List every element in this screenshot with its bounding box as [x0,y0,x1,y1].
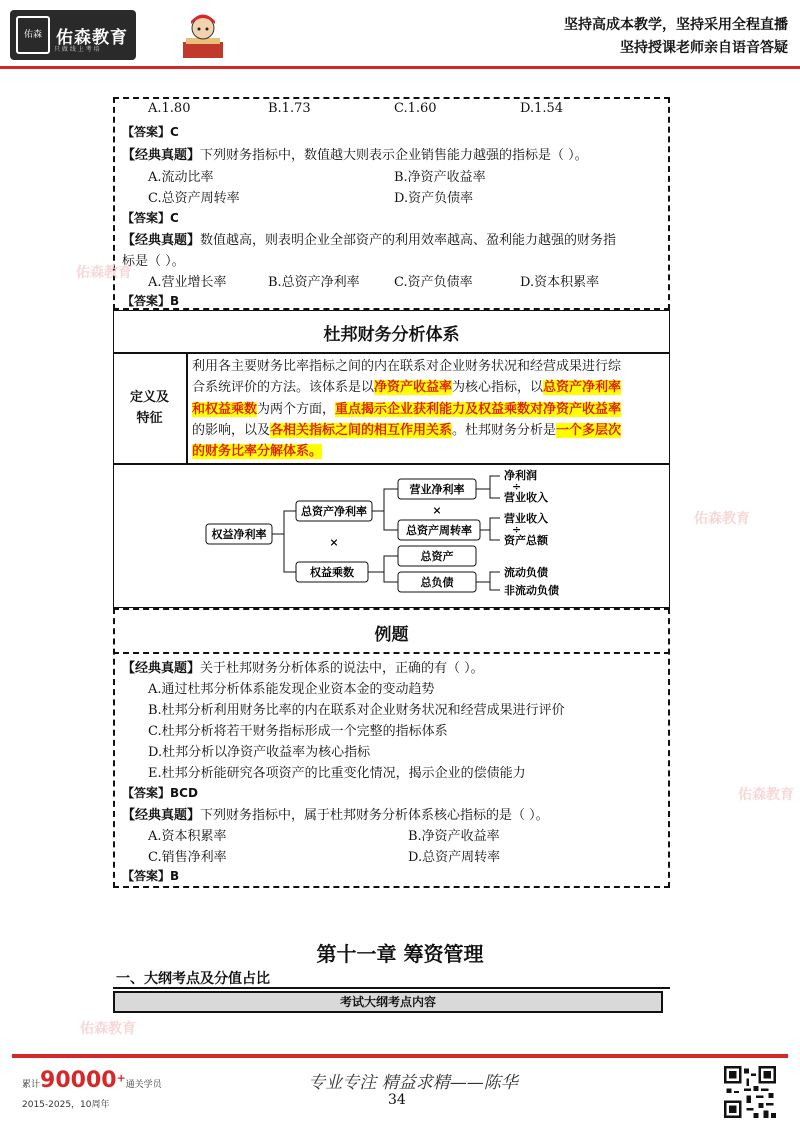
label-ncl: 非流动负债 [504,584,559,597]
dupont-title: 杜邦财务分析体系 [323,325,460,345]
multiply-sign: × [432,504,442,517]
option-a: A.资本积累率 [148,829,227,844]
years-text: 2015-2025，10周年 [22,1100,110,1110]
question-text [122,804,549,823]
slogan-line-1: 坚持高成本教学，坚持采用全程直播 [564,17,788,33]
section-rule [113,987,670,989]
definition-label-1: 定义及 [129,390,169,405]
definition-text: 。杜邦财务分析是 [452,423,557,438]
option-c: C.销售净利率 [148,850,227,865]
question-body: 下列财务指标中，数值越大则表示企业销售能力越强的指标是（ ）。 [200,148,588,163]
option-d: D.总资产周转率 [408,850,501,865]
table-rule [113,352,670,354]
question-body: 关于杜邦财务分析体系的说法中，正确的有（ ）。 [200,661,484,676]
label-cl: 流动负债 [504,566,548,579]
logo-seal: 佑森 [16,16,50,54]
option-a: A.1.80 [148,101,191,116]
option-b: B.净资产收益率 [394,170,486,185]
page-number: 34 [388,1092,406,1108]
question-tag: 【经典真题】 [122,148,201,163]
option-a: A.流动比率 [148,170,214,185]
qr-code-icon [724,1066,776,1118]
label-tat: 总资产周转率 [406,524,472,537]
question-tag: 【经典真题】 [122,233,201,248]
option-c: C.杜邦分析将若干财务指标形成一个完整的指标体系 [148,724,448,739]
highlight-em: 和权益乘数 [192,402,258,417]
watermark: 佑森教育 [694,511,750,527]
option-d: D.资产负债率 [394,191,474,206]
option-e: E.杜邦分析能研究各项资产的比重变化情况，揭示企业的偿债能力 [148,766,526,781]
highlight-relations: 各相关指标之间的相互作用关系 [270,423,453,438]
definition-line-3 [192,398,621,417]
divide-sign: ÷ [512,523,522,536]
count-value: 90000 [40,1068,117,1093]
count-plus: + [116,1071,126,1085]
label-em: 权益乘数 [310,566,354,579]
header-slogan [564,14,788,60]
header-divider [0,66,800,69]
definition-text: 为两个方面， [257,402,336,417]
option-a: A.营业增长率 [148,275,227,290]
question-tag: 【经典真题】 [122,661,201,676]
dupont-diagram [200,466,580,604]
label-roe: 权益净利率 [211,528,267,541]
answer-label: 【答案】B [122,869,180,883]
slogan-line-2: 坚持授课老师亲自语音答疑 [620,40,788,56]
example-title: 例题 [374,625,409,645]
signature: 专业专注 精益求精——陈华 [308,1073,518,1093]
question-tag: 【经典真题】 [122,808,201,823]
definition-text: 合系统评价的方法。该体系是以 [192,380,375,395]
highlight-roa: 总资产净利率 [543,380,622,395]
count-suffix: 通关学员 [125,1080,162,1090]
table-rule [113,463,670,465]
definition-text: 为核心指标，以 [452,380,544,395]
option-d: D.资本积累率 [520,275,600,290]
syllabus-table-header: 考试大纲考点内容 [113,991,663,1013]
definition-label-2: 特征 [136,411,163,426]
watermark: 佑森教育 [738,787,794,803]
label-total-assets: 资产总额 [504,534,548,547]
option-c: C.总资产周转率 [148,191,240,206]
logo-tagline: 只 做 线 上 考 培 [54,46,100,53]
section-title: 一、大纲考点及分值占比 [116,971,270,987]
option-a: A.通过杜邦分析体系能发现企业资本金的变动趋势 [148,682,435,697]
highlight-roe: 净资产收益率 [374,380,453,395]
definition-label [113,387,186,429]
question-text [122,229,616,248]
highlight-multilevel: 一个多层次 [556,423,622,438]
mascot-icon [178,12,228,62]
definition-line-1: 利用各主要财务比率指标之间的内在联系对企业财务状况和经营成果进行综 [192,359,622,374]
option-b: B.净资产收益率 [408,829,500,844]
highlight-focus: 重点揭示企业获利能力及权益乘数对净资产收益率 [335,402,622,417]
logo-name: 佑森教育 [56,27,128,48]
definition-text: 的影响，以及 [192,423,271,438]
chapter-title: 第十一章 筹资管理 [316,942,484,966]
watermark: 佑森教育 [80,1021,136,1037]
highlight-system: 的财务比率分解体系。 [192,444,323,459]
option-c: C.资产负债率 [394,275,473,290]
question-text [122,657,484,676]
multiply-sign: × [329,536,339,549]
label-tl: 总负债 [420,576,454,589]
option-b: B.杜邦分析利用财务比率的内在联系对企业财务状况和经营成果进行评价 [148,703,565,718]
label-ta: 总资产 [420,550,454,563]
watermark: 佑森教育 [76,265,132,281]
definition-line-2 [192,376,621,395]
label-npm: 营业净利率 [409,483,465,496]
option-c: C.1.60 [394,101,437,116]
question-body: 下列财务指标中，属于杜邦财务分析体系核心指标的是（ ）。 [200,808,549,823]
answer-label: 【答案】B [122,294,180,308]
question-body: 数值越高，则表明企业全部资产的利用效率越高、盈利能力越强的财务指 [200,233,617,248]
label-rev-1: 营业收入 [504,491,548,504]
label-np: 净利润 [504,469,537,482]
brand-logo [10,10,136,60]
answer-label: 【答案】C [122,125,179,139]
footer-divider [12,1054,788,1058]
divide-sign: ÷ [512,480,522,493]
option-d: D.1.54 [520,101,564,116]
question-text-cont: 标是（ ）。 [122,254,185,269]
example-divider [113,652,670,654]
answer-label: 【答案】C [122,211,179,225]
answer-label: 【答案】BCD [122,786,198,800]
count-prefix: 累计 [22,1080,41,1090]
table-rule [186,352,188,463]
question-text [122,144,588,163]
label-rev-2: 营业收入 [504,512,548,525]
footer-stats [22,1068,162,1110]
option-d: D.杜邦分析以净资产收益率为核心指标 [148,745,371,760]
option-b: B.1.73 [268,101,311,116]
label-roa: 总资产净利率 [301,505,367,518]
option-b: B.总资产净利率 [268,275,360,290]
definition-line-4 [192,419,621,438]
definition-line-5 [192,440,322,459]
